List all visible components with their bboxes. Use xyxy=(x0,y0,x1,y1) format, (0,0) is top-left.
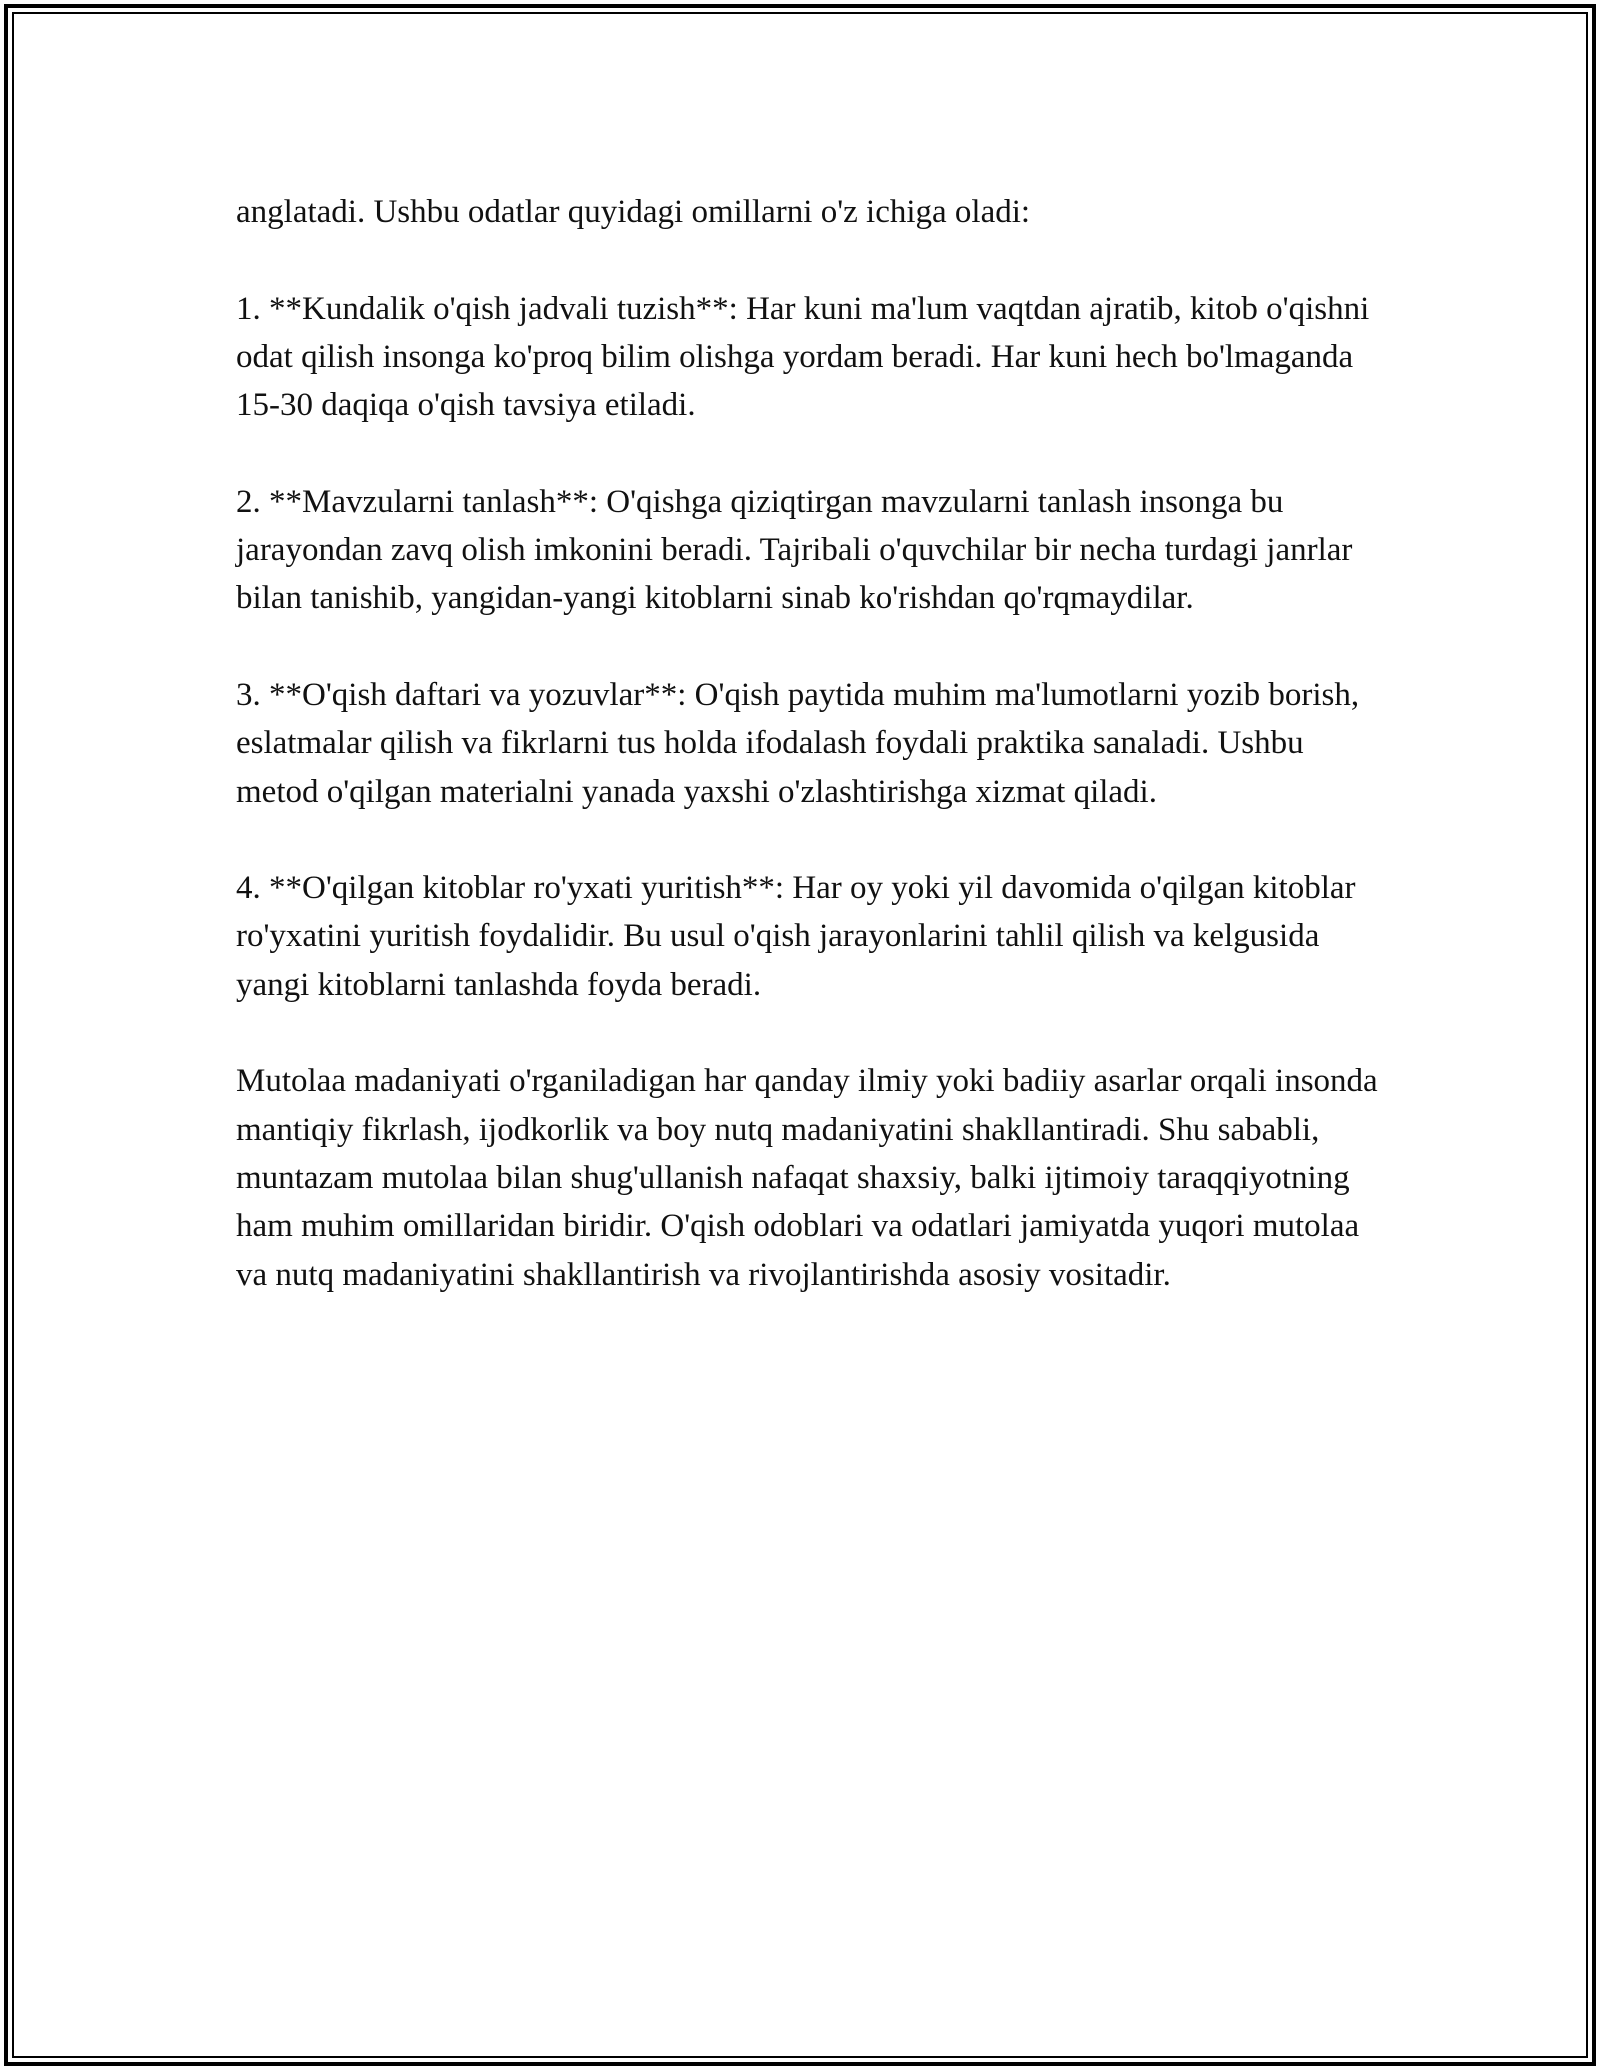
intro-paragraph: anglatadi. Ushbu odatlar quyidagi omillarni o'z ichiga oladi: xyxy=(236,194,1031,230)
list-item-topic-selection: 2. **Mavzularni tanlash**: O'qishga qiziqtirgan mavzularni tanlash insonga bu jarayondan zavq olish imkonini beradi. Tajribali o'quvchilar bir necha turdagi janrlar bilan tanishib, yangidan-yangi kitoblarni sinab ko'rishdan qo'rqmaydilar. xyxy=(236,483,1353,617)
conclusion-paragraph: Mutolaa madaniyati o'rganiladigan har qanday ilmiy yoki badiiy asarlar orqali insonda mantiqiy fikrlash, ijodkorlik va boy nutq madaniyatini shakllantiradi. Shu sababli, muntazam mutolaa bilan shug'ullanish nafaqat shaxsiy, balki ijtimoiy taraqqiyotning ham muhim omillaridan biridir. O'qish odoblari va odatlari jamiyatda yuqori mutolaa va nutq madaniyatini shakllantirish va rivojlantirishda asosiy vositadir. xyxy=(236,1063,1378,1293)
list-item-reading-list: 4. **O'qilgan kitoblar ro'yxati yuritish**: Har oy yoki yil davomida o'qilgan kitoblar ro'yxatini yuritish foydalidir. Bu usul o'qish jarayonlarini tahlil qilish va kelgusida yangi kitoblarni tanlashda foyda beradi. xyxy=(236,870,1356,1003)
list-item-reading-notebook: 3. **O'qish daftari va yozuvlar**: O'qish paytida muhim ma'lumotlarni yozib borish, eslatmalar qilish va fikrlarni tus holda ifodalash foydali praktika sanaladi. Ushbu metod o'qilgan materialni yanada yaxshi o'zlashtirishga xizmat qiladi. xyxy=(236,676,1360,810)
document-body xyxy=(236,188,1386,1299)
list-item-reading-schedule: 1. **Kundalik o'qish jadvali tuzish**: Har kuni ma'lum vaqtdan ajratib, kitob o'qishni odat qilish insonga ko'proq bilim olishga yordam beradi. Har kuni hech bo'lmaganda 15-30 daqiqa o'qish tavsiya etiladi. xyxy=(236,290,1370,424)
